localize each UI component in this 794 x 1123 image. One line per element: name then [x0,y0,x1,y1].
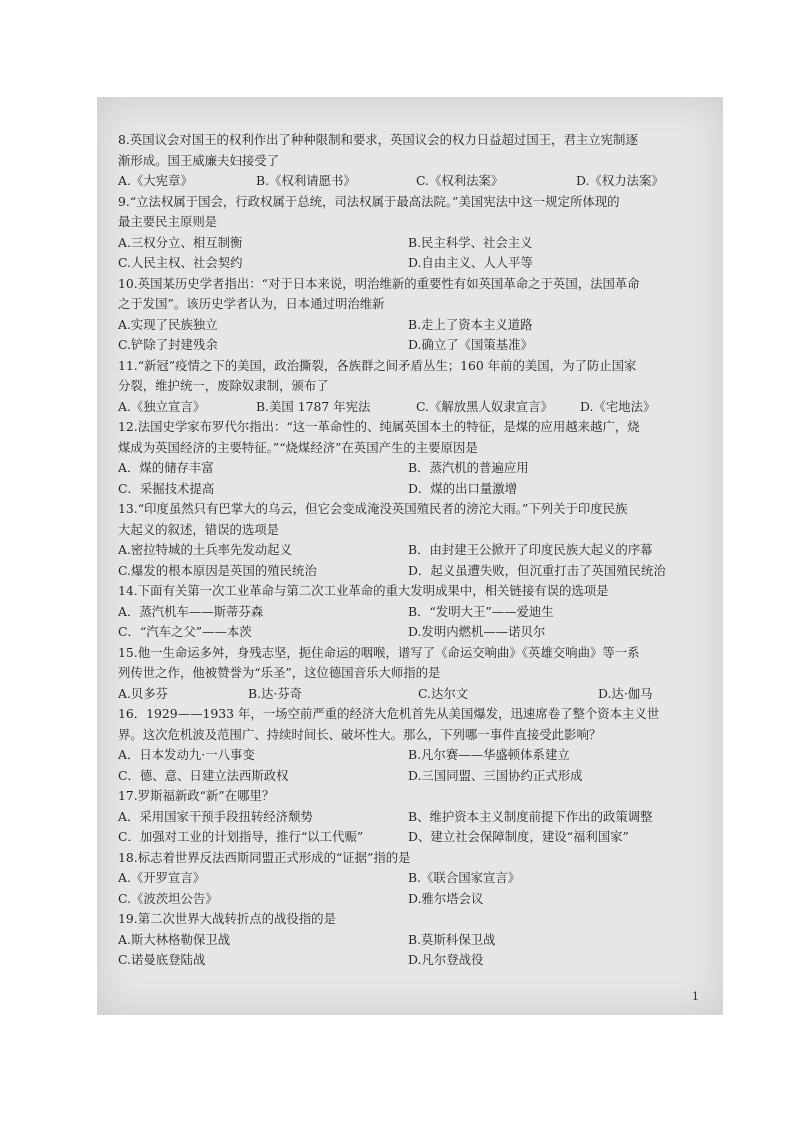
option-d: D.发明内燃机——诺贝尔 [408,624,546,639]
option-b: B.《权利请愿书》 [256,173,356,188]
option-b: B.美国 1787 年宪法 [256,398,371,414]
option-c: C.《权利法案》 [416,173,504,188]
question-text: 10.英国某历史学者指出：“对于日本来说，明治维新的重要性有如英国革命之于英国，法国革命 [118,275,640,291]
question-14 [118,581,698,643]
option-c: C.铲除了封建残余 [118,337,218,352]
option-a: A.《独立宣言》 [118,398,206,414]
option-b: B．“发明大王”——爱迪生 [408,603,554,619]
question-text: 15.他一生命运多舛，身残志坚，扼住命运的咽喉，谱写了《命运交响曲》《英雄交响曲》等一系 [118,644,640,660]
option-d: D.《宅地法》 [580,398,656,414]
option-c: C.《解放黑人奴隶宣言》 [416,398,553,414]
option-d: D.三国同盟、三国协约正式形成 [408,767,583,783]
question-text: 12.法国史学家布罗代尔指出：“这一革命性的、纯属英国本土的特征，是煤的应用越来越广，烧 [118,419,640,434]
option-b: B．由封建王公掀开了印度民族大起义的序幕 [408,542,653,557]
question-17 [118,786,698,848]
question-text: 11.“新冠”疫情之下的美国，政治撕裂，各族群之间矛盾丛生；160 年前的美国，为了防止国家 [118,357,637,373]
question-19 [118,909,698,971]
option-a: A.贝多芬 [118,685,169,701]
question-text: 大起义的叙述，错误的选项是 [118,521,280,537]
option-a: A.《大宪章》 [118,173,193,188]
option-b: B、维护资本主义制度前提下作出的政策调整 [408,808,653,824]
option-c: C.达尔文 [418,685,469,701]
option-b: B.走上了资本主义道路 [408,316,533,332]
question-text: 16．1929——1933 年，一场空前严重的经济大危机首先从美国爆发，迅速席卷了整个资本主义世 [118,706,660,721]
option-d: D.凡尔登战役 [408,952,484,967]
option-c: C.爆发的根本原因是英国的殖民统治 [118,562,317,578]
question-18 [118,848,698,910]
question-13 [118,499,698,581]
question-10 [118,274,698,356]
option-d: D．煤的出口量激增 [408,480,518,496]
option-d: D.达·伽马 [598,685,653,701]
option-c: C．“汽车之父”——本茨 [118,624,252,639]
question-12 [118,417,698,499]
option-d: D、建立社会保障制度，建设“福利国家” [408,829,629,844]
option-d: D.确立了《国策基准》 [408,337,533,352]
exam-questions [118,130,698,971]
option-a: A．蒸汽机车——斯蒂芬森 [118,603,264,619]
option-c: C．采掘技术提高 [118,480,215,496]
question-text: 14.下面有关第一次工业革命与第二次工业革命的重大发明成果中，相关链接有误的选项是 [118,583,609,598]
option-b: B.莫斯科保卫战 [408,931,496,947]
option-c: C．德、意、日建立法西斯政权 [118,767,289,783]
question-text: 之于发国”。该历史学者认为，日本通过明治维新 [118,296,385,311]
option-a: A．采用国家干预手段扭转经济颓势 [118,808,313,824]
question-text: 13.“印度虽然只有巴掌大的乌云，但它会变成淹没英国殖民者的滂沱大雨。”下列关于印度民族 [118,501,628,516]
option-c: C.诺曼底登陆战 [118,952,206,967]
question-15 [118,643,698,705]
question-16 [118,704,698,786]
option-b: B.民主科学、社会主义 [408,234,533,250]
question-text: 18.标志着世界反法西斯同盟正式形成的“证据”指的是 [118,849,411,865]
option-d: D.自由主义、人人平等 [408,255,533,270]
option-d: D．起义虽遭失败，但沉重打击了英国殖民统治 [408,562,666,578]
option-a: A.斯大林格勒保卫战 [118,931,231,947]
option-c: C.人民主权、社会契约 [118,255,243,270]
option-b: B．蒸汽机的普遍应用 [408,460,529,475]
option-a: A.《开罗宣言》 [118,870,206,885]
option-c: C.《波茨坦公告》 [118,890,218,906]
question-text: 9.“立法权属于国会，行政权属于总统，司法权属于最高法院。”美国宪法中这一规定所体现的 [118,193,620,209]
question-text: 8.英国议会对国王的权利作出了种种限制和要求，英国议会的权力日益超过国王，君主立宪制逐 [118,132,638,147]
question-8 [118,130,698,192]
option-d: D.雅尔塔会议 [408,890,484,906]
option-a: A．煤的储存丰富 [118,460,214,475]
option-a: A．日本发动九·一八事变 [118,747,255,762]
question-text: 分裂，维护统一，废除奴隶制，颁布了 [118,378,329,393]
option-a: A.实现了民族独立 [118,316,218,332]
option-b: B.达·芬奇 [248,685,303,701]
option-c: C．加强对工业的计划指导，推行“以工代赈” [118,829,364,844]
option-a: A.三权分立、相互制衡 [118,234,243,250]
option-b: B.《联合国家宣言》 [408,870,521,885]
question-text: 煤成为英国经济的主要特征。”“烧煤经济”在英国产生的主要原因是 [118,439,478,455]
question-text: 最主要民主原则是 [118,214,218,229]
question-text: 列传世之作，他被赞誉为“乐圣”，这位德国音乐大师指的是 [118,665,441,680]
question-11 [118,356,698,418]
option-a: A.密拉特城的土兵率先发动起义 [118,542,292,557]
question-9 [118,192,698,274]
question-text: 渐形成。国王威廉夫妇接受了 [118,152,280,168]
question-text: 19.第二次世界大战转折点的战役指的是 [118,911,336,926]
page-number: 1 [692,990,699,1003]
question-text: 17.罗斯福新政“新”在哪里？ [118,788,275,803]
option-d: D.《权力法案》 [576,173,664,188]
question-text: 界。这次危机波及范围广、持续时间长、破坏性大。那么，下列哪一事件直接受此影响？ [118,726,602,742]
option-b: B.凡尔赛——华盛顿体系建立 [408,747,570,762]
